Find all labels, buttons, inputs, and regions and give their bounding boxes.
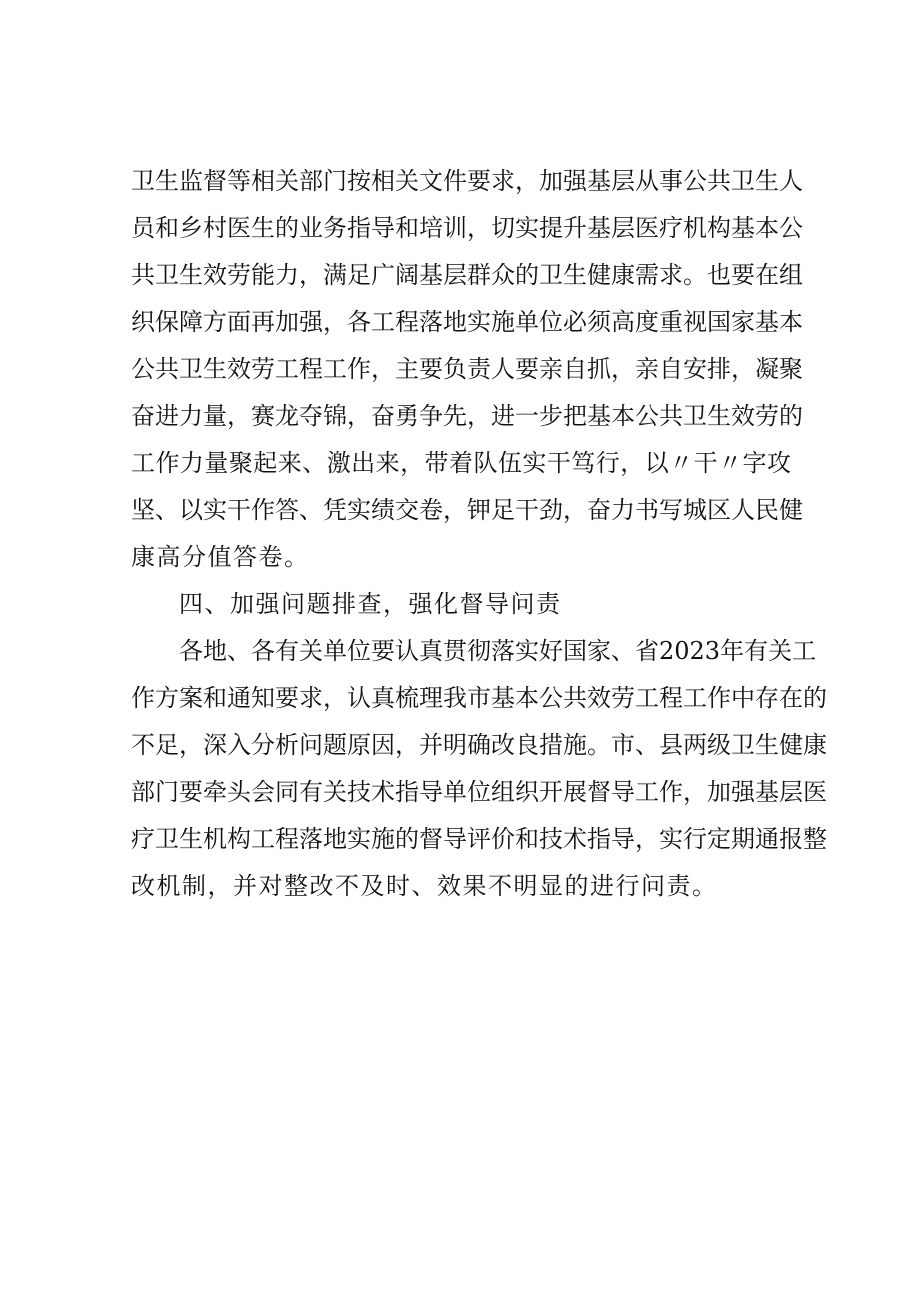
text-line: 部门要牵头会同有关技术指导单位组织开展督导工作，加强基层医 xyxy=(131,778,827,806)
text-line: 各地、各有关单位要认真贯彻落实好国家、省2023年有关工 xyxy=(179,637,817,665)
text-line: 员和乡村医生的业务指导和培训，切实提升基层医疗机构基本公 xyxy=(131,214,803,242)
text-line: 共卫生效劳能力，满足广阔基层群众的卫生健康需求。也要在组 xyxy=(131,261,803,289)
text-line: 工作力量聚起来、激出来，带着队伍实干笃行，以〃干〃字攻 xyxy=(131,449,791,477)
text-line: 公共卫生效劳工程工作，主要负责人要亲自抓，亲自安排，凝聚 xyxy=(131,355,803,383)
document-body xyxy=(131,158,827,910)
text-line: 卫生监督等相关部门按相关文件要求，加强基层从事公共卫生人 xyxy=(131,167,803,195)
text-line: 疗卫生机构工程落地实施的督导评价和技术指导，实行定期通报整 xyxy=(131,825,827,853)
text-line: 织保障方面再加强，各工程落地实施单位必须高度重视国家基本 xyxy=(131,308,803,336)
text-line: 康高分值答卷。 xyxy=(131,543,310,571)
text-line: 不足，深入分析问题原因，并明确改良措施。市、县两级卫生健康 xyxy=(131,731,827,759)
text-line: 改机制，并对整改不及时、效果不明显的进行问责。 xyxy=(131,872,718,900)
paragraph xyxy=(131,628,827,910)
paragraph-continued xyxy=(131,158,803,581)
text-line: 奋进力量，赛龙夺锦，奋勇争先，进一步把基本公共卫生效劳的 xyxy=(131,402,803,430)
section-heading: 四、加强问题排查，强化督导问责 xyxy=(179,590,562,618)
text-line: 坚、以实干作答、凭实绩交卷，钾足干劲，奋力书写城区人民健 xyxy=(131,496,803,524)
text-line: 作方案和通知要求，认真梳理我市基本公共效劳工程工作中存在的 xyxy=(131,684,827,712)
